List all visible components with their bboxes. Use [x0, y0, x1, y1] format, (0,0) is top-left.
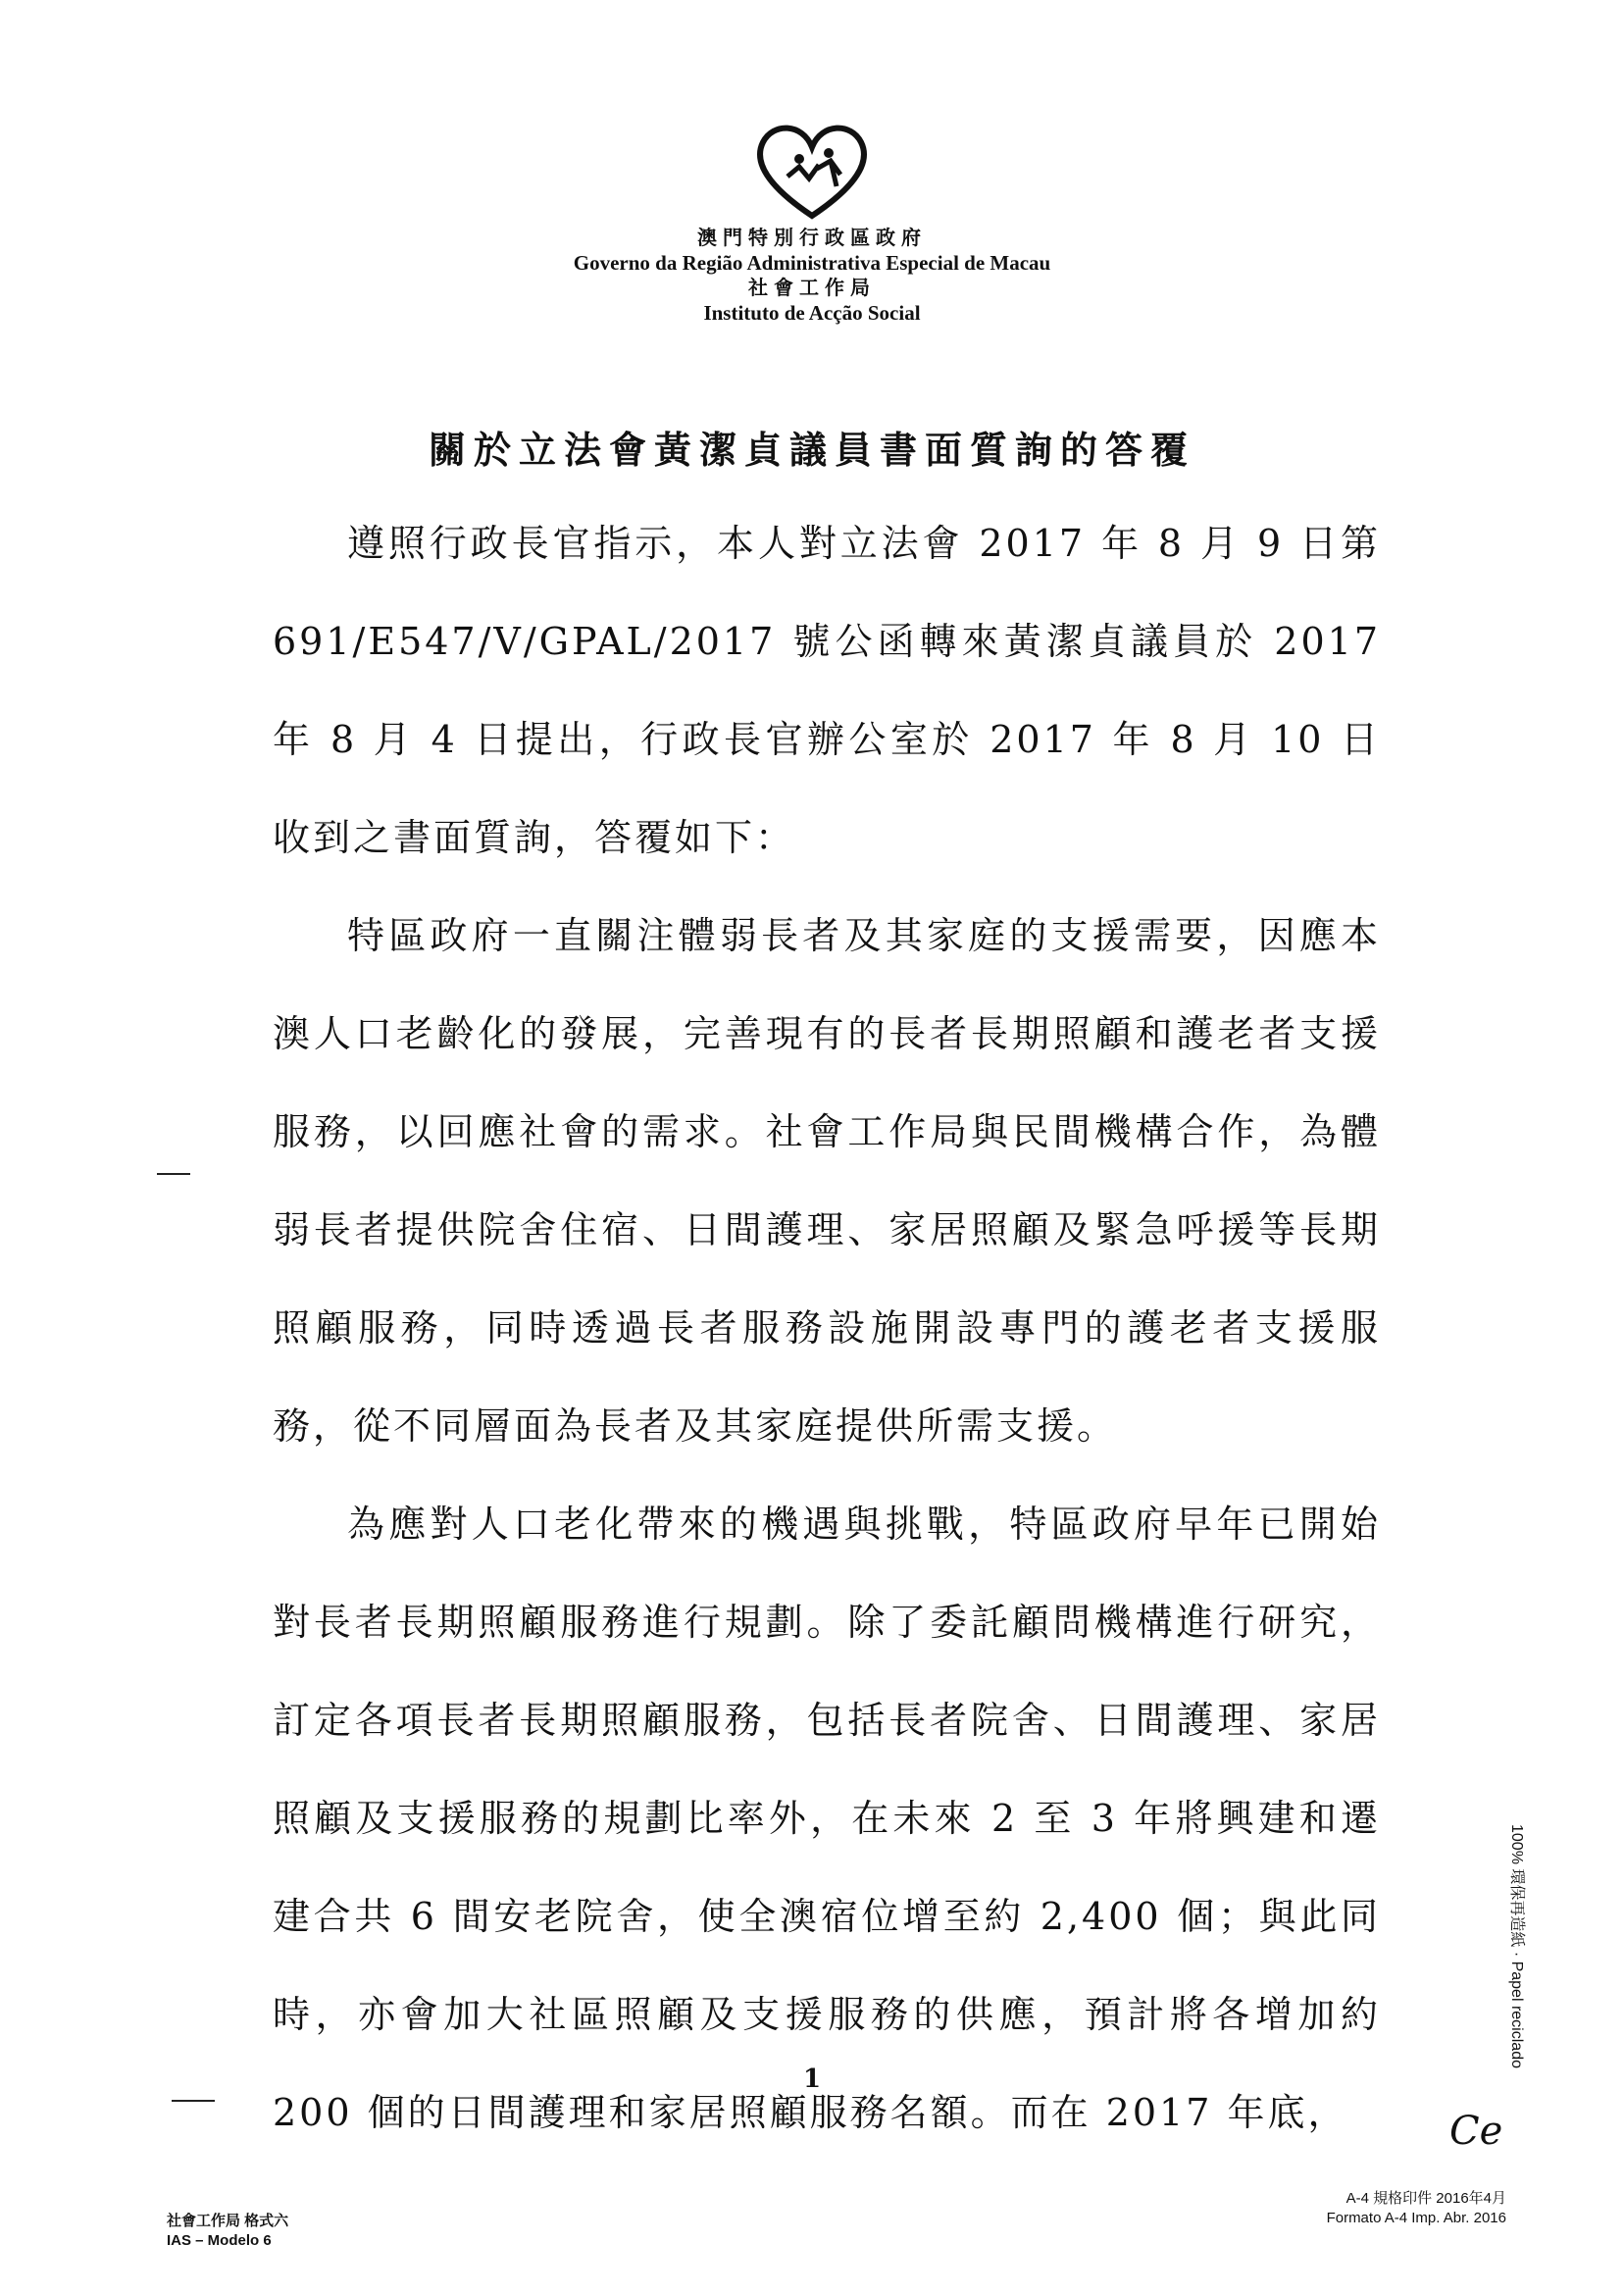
government-name-zh: 澳門特別行政區政府: [697, 226, 927, 249]
government-name-pt: Governo da Região Administrativa Especial de Macau: [573, 251, 1051, 275]
iam-heart-logo-icon: [748, 118, 876, 226]
paragraph-3: 為應對人口老化帶來的機遇與挑戰，特區政府早年已開始對長者長期照顧服務進行規劃。除了委託顧問機構進行研究，訂定各項長者長期照顧服務，包括長者院舍、日間護理、家居照顧及支援服務的規劃比率外，在未來 2 至 3 年將興建和遷建合共 6 間安老院舍，使全澳宿位增至約 2,400 個；與此同時，亦會加大社區照顧及支援服務的供應，預計將各增加約 200 個的日間護理和家居照顧服務名額。而在 2017 年底，: [273, 1503, 1381, 2134]
print-format: [1327, 2189, 1506, 2229]
handwritten-initials: Ce: [1449, 2109, 1503, 2154]
document-title: 關於立法會黃潔貞議員書面質詢的答覆: [428, 428, 1195, 472]
margin-mark: [157, 1173, 190, 1175]
recycled-paper-note: 100% 環保再造紙 · Papel reciclado: [1508, 1824, 1525, 2068]
form-code-zh: 社會工作局 格式六: [167, 2213, 289, 2229]
form-code-pt: IAS – Modelo 6: [167, 2232, 272, 2250]
institute-name-zh: 社會工作局: [748, 276, 876, 300]
institute-name-pt: Instituto de Acção Social: [703, 301, 921, 326]
print-format-zh: A-4 規格印件 2016年4月: [1345, 2190, 1506, 2207]
letterhead: [0, 118, 1624, 327]
paragraph-2: 特區政府一直關注體弱長者及其家庭的支援需要，因應本澳人口老齡化的發展，完善現有的長者長期照顧和護老者支援服務，以回應社會的需求。社會工作局與民間機構合作，為體弱長者提供院舍住宿、日間護理、家居照顧及緊急呼援等長期照顧服務，同時透過長者服務設施開設專門的護老者支援服務，從不同層面為長者及其家庭提供所需支援。: [273, 914, 1381, 1448]
form-code: [167, 2212, 288, 2252]
print-format-pt: Formato A-4 Imp. Abr. 2016: [1326, 2210, 1506, 2227]
paragraph-1: 遵照行政長官指示，本人對立法會 2017 年 8 月 9 日第 691/E547/V/GPAL/2017 號公函轉來黃潔貞議員於 2017 年 8 月 4 日提出，行政長官辦公室於 2017 年 8 月 10 日收到之書面質詢，答覆如下：: [273, 522, 1381, 859]
margin-mark: [172, 2100, 215, 2102]
document-body: [273, 494, 1381, 2162]
page-number: 1: [802, 2065, 822, 2094]
